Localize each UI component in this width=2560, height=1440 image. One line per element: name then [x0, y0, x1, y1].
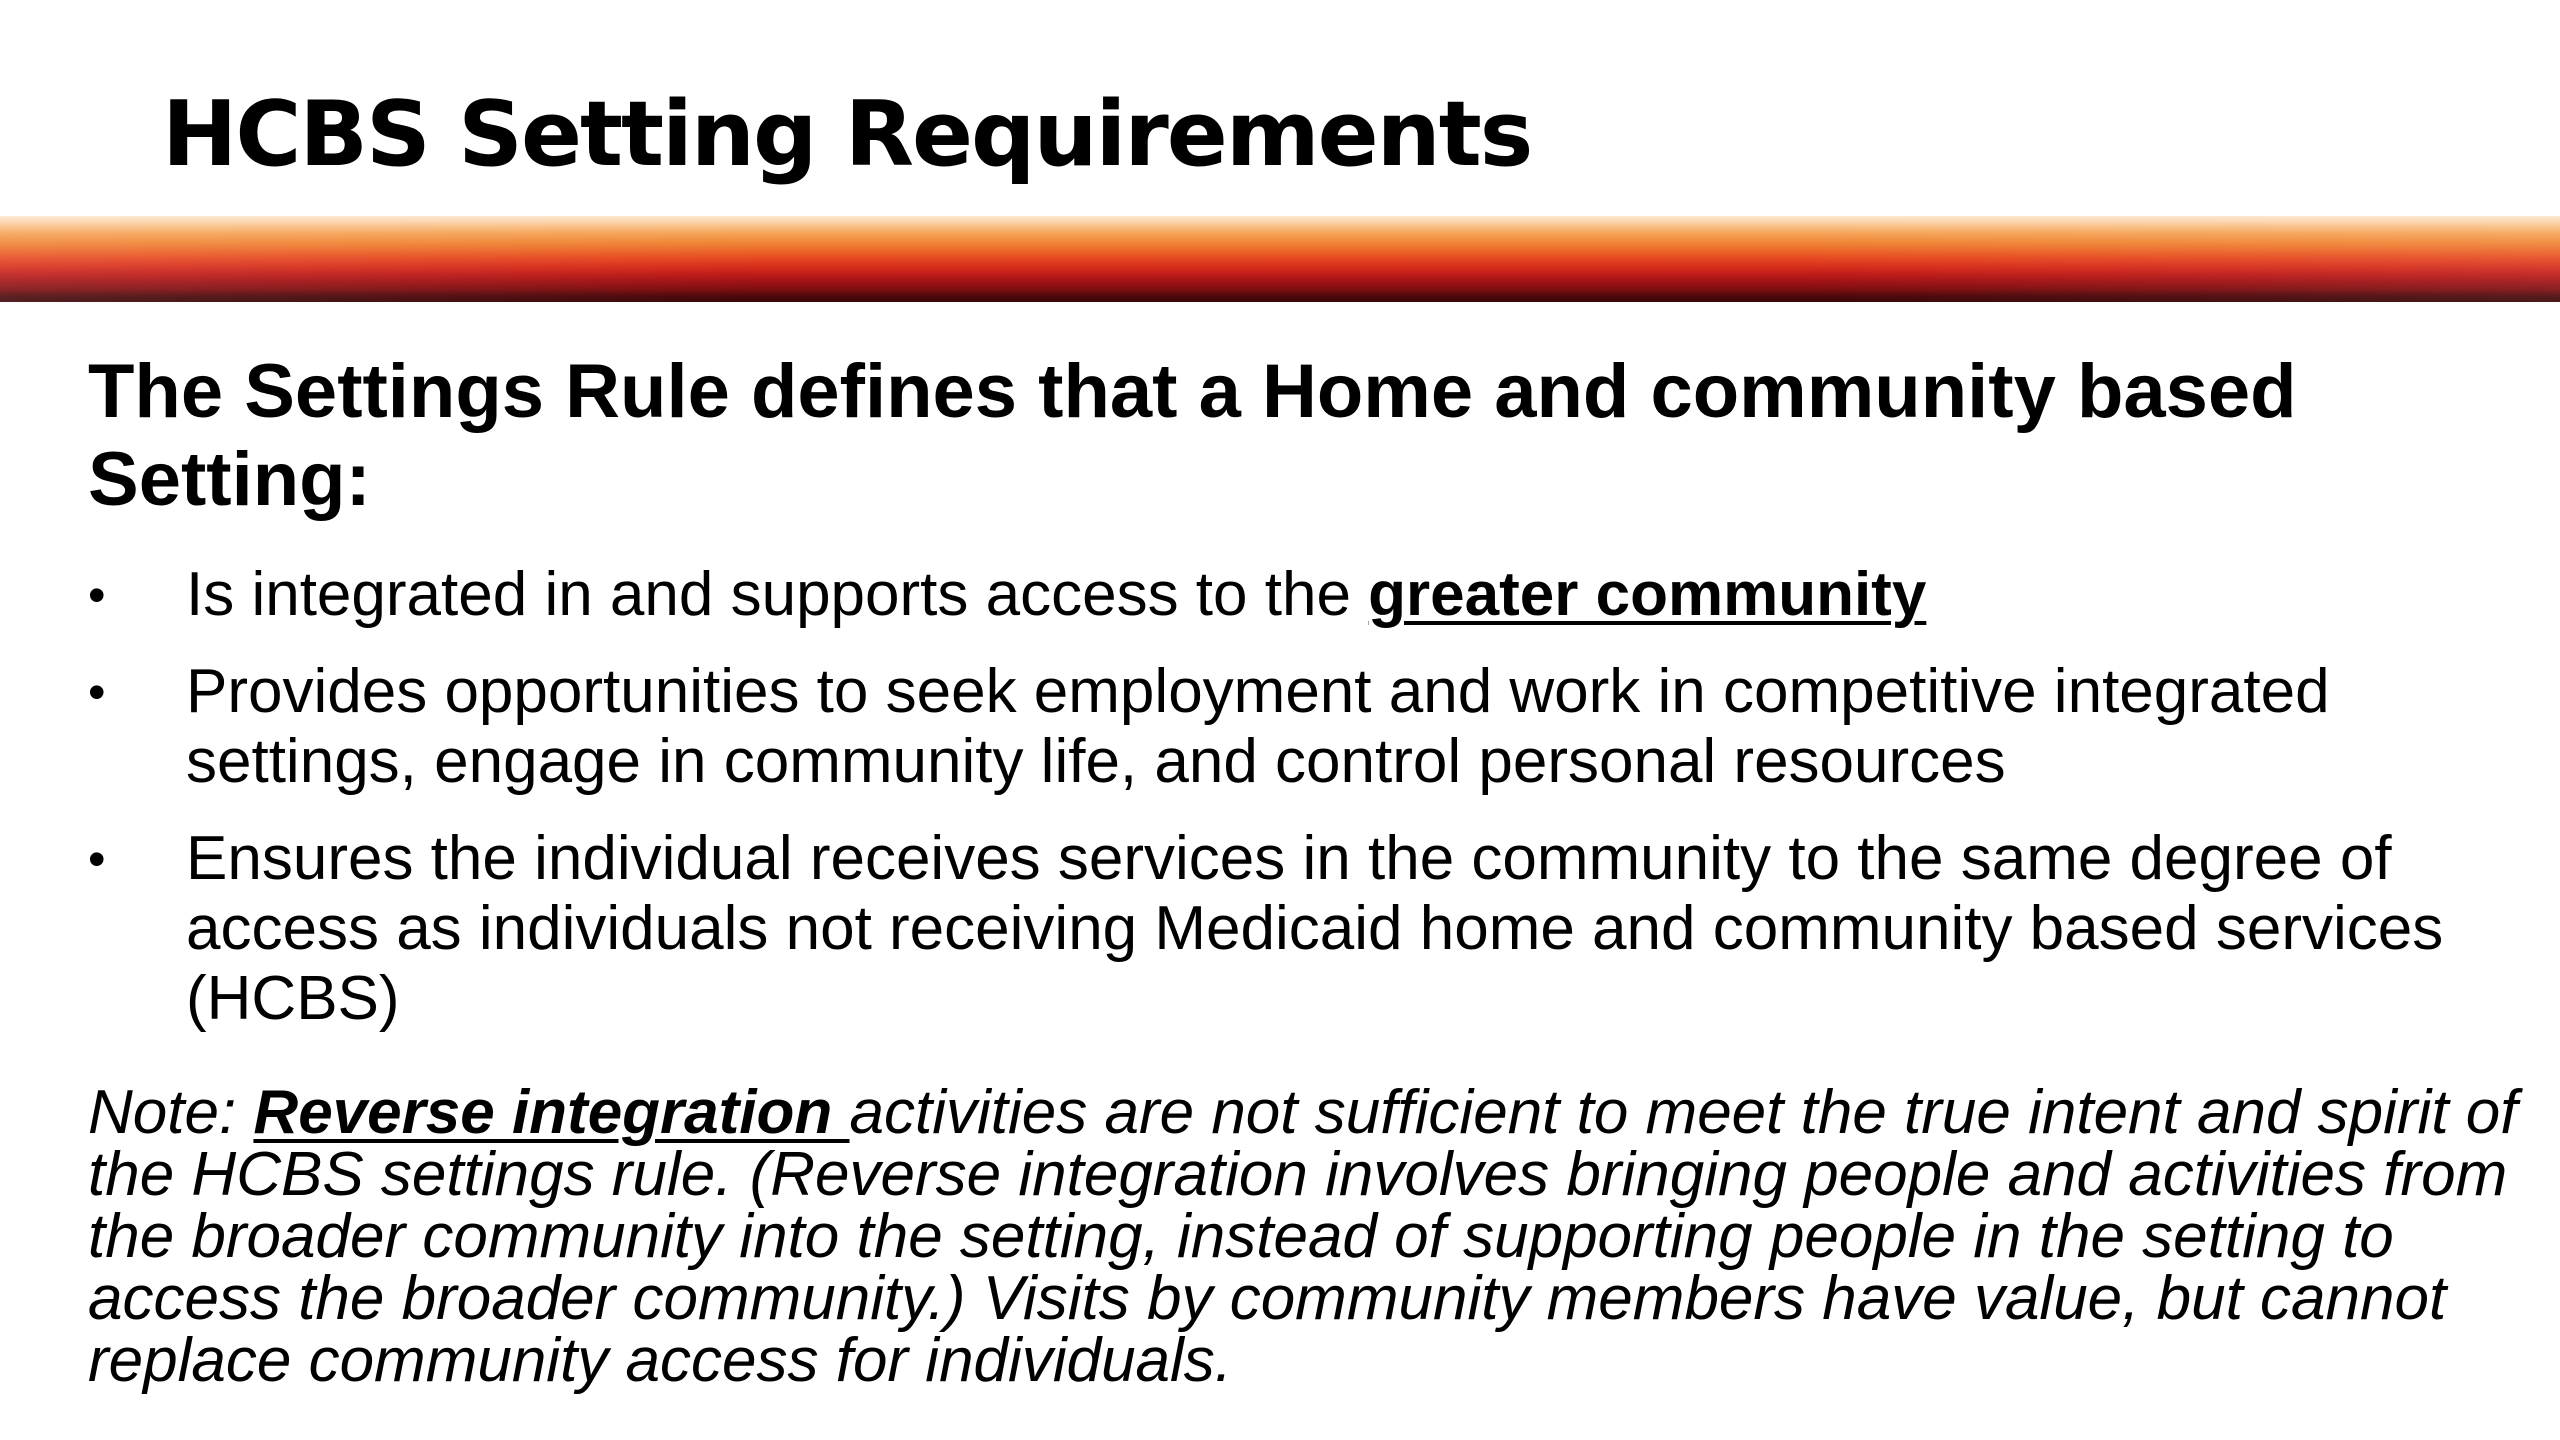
note-prefix: Note:: [88, 1078, 254, 1147]
bullet-text: Ensures the individual receives services in the community to the same degree of access as individuals not receiving Medicaid home and community based services (HCBS): [186, 824, 2444, 1033]
slide-title: HCBS Setting Requirements: [162, 82, 1532, 187]
list-item: [88, 560, 2508, 630]
bullet-text: Provides opportunities to seek employment and work in competitive integrated settings, engage in community life, and control personal resources: [186, 657, 2330, 796]
header-gradient-shine: [0, 216, 2560, 302]
bullet-icon: •: [88, 664, 106, 720]
greater-community-emphasis: greater community: [1368, 560, 1927, 629]
reverse-integration-note: [88, 1078, 2528, 1395]
list-item: [88, 657, 2508, 797]
bullet-icon: •: [88, 567, 106, 623]
bullet-icon: •: [88, 831, 106, 887]
settings-rule-heading: The Settings Rule defines that a Home and community based Setting:: [88, 349, 2297, 522]
requirements-list: [88, 560, 2508, 1061]
bullet-text-lead: Is integrated in and supports access to the: [186, 560, 1369, 629]
reverse-integration-emphasis: Reverse integration: [253, 1078, 850, 1147]
note-text: activities are not sufficient to meet the true intent and spirit of the HCBS settings rule. (Reverse integration involves bringing people and activities from the broader community into the setting, instead of supporting people in the setting to access the broader community.) Visits by community members have value, but cannot replace community access for individuals.: [88, 1078, 2518, 1395]
list-item: [88, 824, 2508, 1034]
